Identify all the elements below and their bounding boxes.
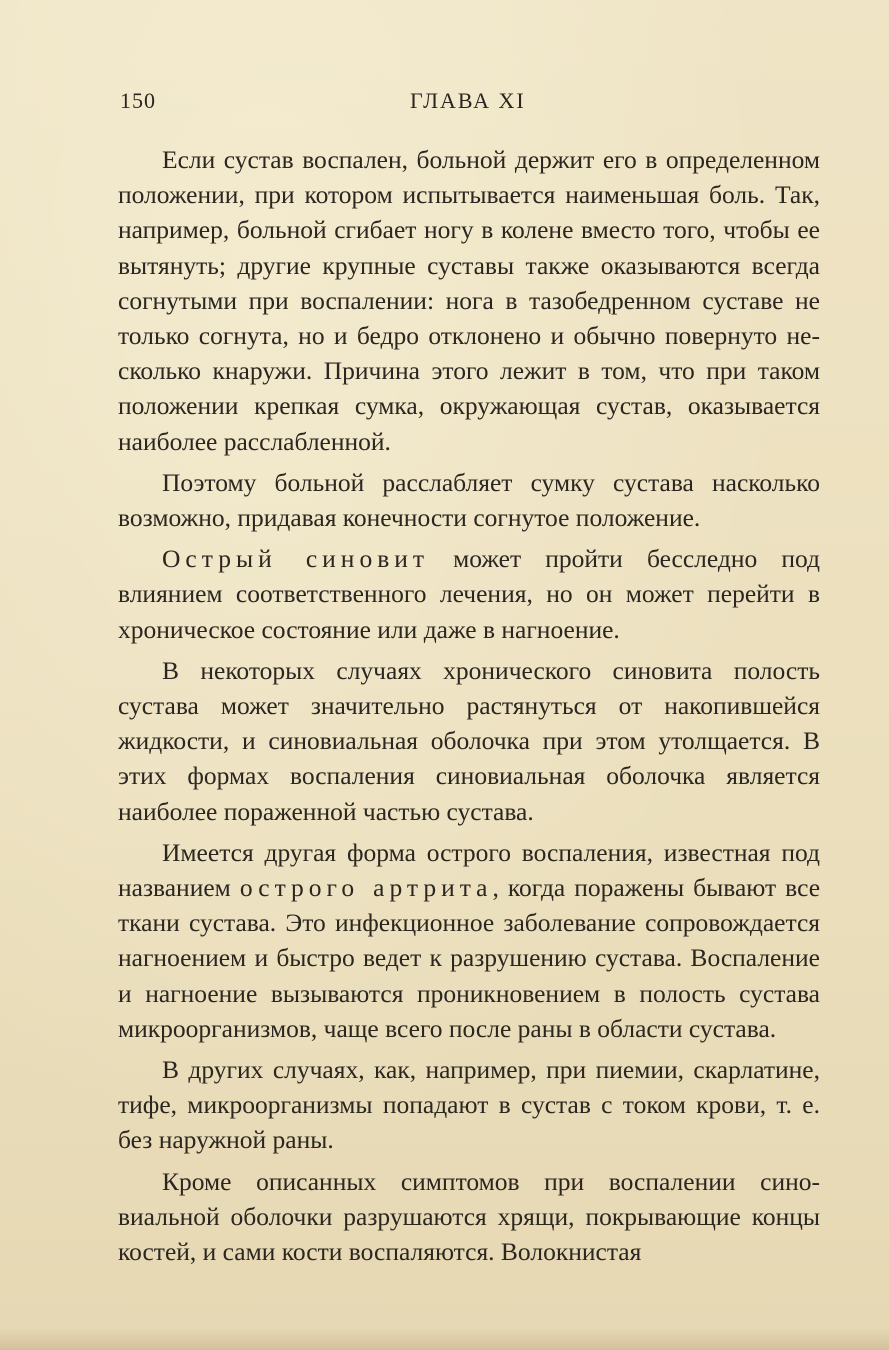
paragraph-7-text: Кроме описанных симптомов при воспалении синовиальной оболочки разрушаются хрящи, покрывающие концы костей, и сами кости воспаляются. Волокнистая bbox=[118, 1166, 820, 1267]
term-acute-arthritis: острого артрита bbox=[239, 873, 493, 903]
paragraph-3 bbox=[118, 541, 820, 647]
page-number: 150 bbox=[120, 88, 156, 113]
paragraph-6-text: В других случаях, как, например, при пиемии, скарлатине, тифе, микроорганизмы попадают в сустав с током крови, т. е. без наружной раны. bbox=[118, 1055, 820, 1155]
paragraph-4 bbox=[118, 653, 820, 829]
paragraph-4-text: В некоторых случаях хронического синовита полость сустава может значительно растянуться от накопившейся жидкости, и синовиальная оболочка при этом утолщается. В этих формах воспаления синовиальная оболочка является наиболее пораженной частью сустава. bbox=[118, 655, 820, 826]
paragraph-1 bbox=[118, 142, 820, 459]
body-text bbox=[118, 142, 820, 1275]
paragraph-5-text-after: , когда поражены бывают все ткани сустава. Это инфекционное заболевание сопровождается нагноением и быстро ведет к разрушению сустава. Воспаление и нагноение вызываются проникновением в полость сустава микроорганизмов, чаще всего после раны в области сустава. bbox=[118, 873, 821, 1043]
running-head bbox=[120, 88, 820, 120]
paragraph-2 bbox=[118, 465, 820, 535]
paragraph-5 bbox=[118, 835, 820, 1046]
paragraph-7 bbox=[118, 1164, 820, 1270]
paragraph-3-text: может пройти бесследно под влиянием соответственного лечения, но он может перейти в хроническое состояние или даже в нагноение. bbox=[118, 544, 820, 644]
chapter-title: ГЛАВА XI bbox=[410, 88, 526, 113]
paragraph-5-text-before: Имеется другая форма острого воспаления, известная под названием bbox=[118, 837, 820, 903]
term-acute-synovitis: Острый синовит bbox=[162, 544, 430, 574]
paragraph-6 bbox=[118, 1052, 820, 1158]
paragraph-1-text: Если сустав воспален, больной держит его в определенном положении, при котором испытывается наименьшая боль. Так, например, больной сгибает ногу в колене вместо того, чтобы ее вытянуть; другие крупные суставы также оказываются всегда согнутыми при воспалении: нога в тазобедренном суставе не только согнута, но и бедро отклонено и обычно повернуто несколько кнаружи. Причина этого лежит в том, что при таком положении крепкая сумка, окружающая сустав, оказывается наиболее расслабленной. bbox=[118, 145, 820, 456]
page-bottom-edge bbox=[0, 1328, 889, 1350]
paragraph-2-text: Поэтому больной расслабляет сумку сустава насколько возможно, придавая конечности согнутое положение. bbox=[118, 467, 820, 533]
